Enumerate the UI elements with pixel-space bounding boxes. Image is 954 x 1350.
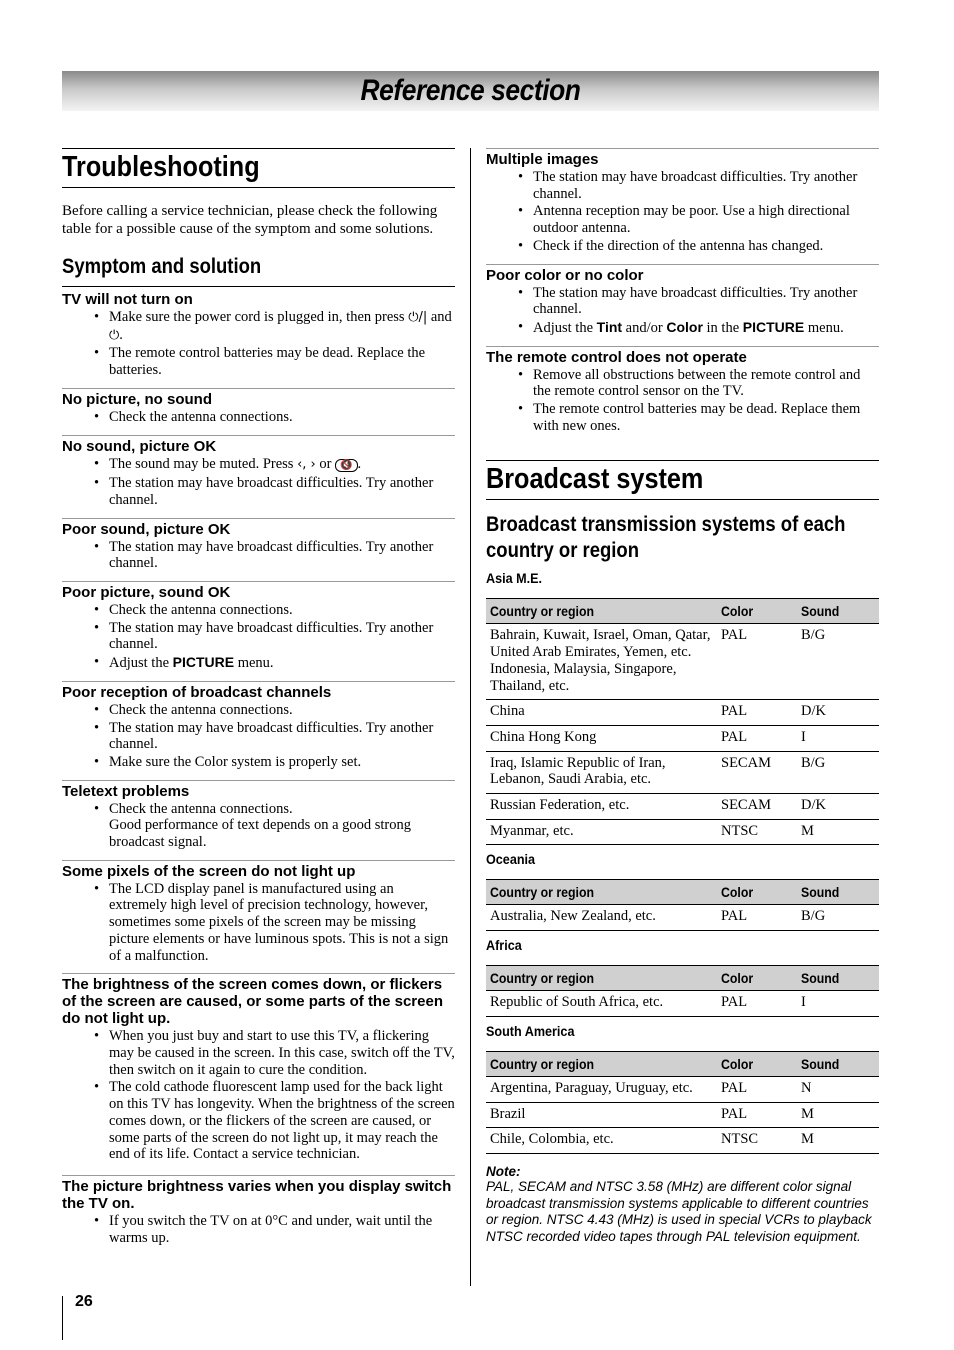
symptom-block — [62, 388, 455, 426]
symptom-title: Poor color or no color — [486, 266, 644, 284]
symptom-title: The picture brightness varies when you display switch the TV on. — [62, 1177, 452, 1212]
table-row: Bahrain, Kuwait, Israel, Oman, Qatar, United Arab Emirates, Yemen, etc. Indonesia, Malaysia, Singapore, Thailand, etc. PAL B/G — [486, 624, 879, 700]
symptom-title: No sound, picture OK — [62, 437, 217, 455]
symptom-block — [62, 860, 455, 965]
symptom-solution-heading: Symptom and solution — [62, 254, 455, 287]
mute-icon: 🔇 — [335, 459, 357, 472]
volume-icon: ‹, › — [297, 456, 316, 472]
table-row: Republic of South Africa, etc. PAL I — [486, 991, 879, 1017]
table-row: Myanmar, etc. NTSC M — [486, 819, 879, 845]
list-item: • The station may have broadcast difficulties. Try another channel. — [109, 620, 455, 653]
list-item: • If you switch the TV on at 0°C and under, wait until the warms up. — [109, 1213, 455, 1246]
page-number: 26 — [75, 1293, 93, 1310]
column-divider — [470, 148, 471, 1286]
symptom-title: Multiple images — [486, 151, 599, 168]
power-icon: ⏻/| — [408, 310, 428, 325]
broadcast-table — [486, 965, 879, 1017]
broadcast-subtitle: Broadcast transmission systems of each country or region — [486, 513, 846, 563]
region-label: Oceania — [486, 851, 536, 868]
menu-name: PICTURE — [172, 654, 235, 671]
symptom-block — [62, 289, 455, 379]
list-item: • Check if the direction of the antenna has changed. — [533, 238, 879, 255]
list-item: • Make sure the power cord is plugged in, then press ⏻/| and ⏻. — [109, 309, 455, 344]
table-row: Chile, Colombia, etc. NTSC M — [486, 1128, 879, 1154]
list-item: • Remove all obstructions between the remote control and the remote control sensor on the TV. — [533, 367, 879, 400]
symptom-title: Poor reception of broadcast channels — [62, 683, 332, 701]
table-row: Argentina, Paraguay, Uruguay, etc. PAL N — [486, 1076, 879, 1102]
list-item: • Check the antenna connections. — [109, 409, 455, 426]
region-label: Asia M.E. — [486, 570, 543, 587]
list-item: • Adjust the Tint and/or Color in the PICTURE menu. — [533, 319, 879, 337]
list-item: • Make sure the Color system is properly set. — [109, 754, 455, 771]
list-item: • When you just buy and start to use this TV, a flickering may be caused in the screen. In this case, switch off the TV, then switch on it again to cure the condition. — [109, 1028, 455, 1078]
broadcast-table — [486, 1051, 879, 1154]
symptom-title: Poor sound, picture OK — [62, 520, 231, 538]
table-header: Country or region Color Sound — [486, 880, 879, 905]
list-item: • Check the antenna connections. — [109, 702, 455, 719]
solution-list — [62, 309, 455, 379]
table-row: Australia, New Zealand, etc. PAL B/G — [486, 905, 879, 931]
list-item: • The LCD display panel is manufactured using an extremely high level of precision technology, however, sometimes some pixels of the screen may be missing picture elements or have luminous spots. This is not a sign of a malfunction. — [109, 881, 455, 965]
list-item: • The station may have broadcast difficulties. Try another channel. — [109, 539, 455, 572]
table-row: Brazil PAL M — [486, 1102, 879, 1128]
list-item: • The cold cathode fluorescent lamp used for the back light on this TV has longevity. When the brightness of the screen comes down, or the flickers of the screen are caused, or some parts of the screen do not light up, it may reach the end of its life. Contact a service technician. — [109, 1079, 455, 1163]
page-number-rule — [62, 1296, 63, 1340]
table-header: Country or region Color Sound — [486, 1051, 879, 1076]
list-item: • The station may have broadcast difficulties. Try another channel. — [533, 169, 879, 202]
symptom-title: Teletext problems — [62, 782, 190, 800]
broadcast-table — [486, 598, 879, 845]
symptom-title: Some pixels of the screen do not light up — [62, 862, 356, 880]
symptom-block — [62, 1175, 455, 1246]
right-column — [486, 148, 879, 1245]
symptom-block — [62, 581, 455, 672]
table-row: China Hong Kong PAL I — [486, 725, 879, 751]
troubleshooting-heading: Troubleshooting — [62, 148, 455, 188]
standby-icon: ⏻ — [109, 327, 120, 343]
symptom-block — [62, 518, 455, 572]
list-item: • Check the antenna connections. — [109, 602, 455, 619]
table-row: Iraq, Islamic Republic of Iran, Lebanon, Saudi Arabia, etc. SECAM B/G — [486, 751, 879, 793]
region-label: South America — [486, 1022, 575, 1039]
section-banner — [62, 71, 879, 111]
note-text: PAL, SECAM and NTSC 3.58 (MHz) are different color signal broadcast transmission systems applicable to different countries or region. NTSC 4.43 (MHz) is used in special VCRs to playback NTSC recorded video tapes through PAL television equipment. — [486, 1178, 872, 1244]
banner-title: Reference section — [360, 74, 581, 107]
note-label: Note: — [486, 1163, 521, 1179]
symptom-title: No picture, no sound — [62, 390, 212, 408]
list-item: • The remote control batteries may be dead. Replace the batteries. — [109, 345, 455, 378]
list-item: • The remote control batteries may be dead. Replace them with new ones. — [533, 401, 879, 434]
list-item: • The sound may be muted. Press ‹, › or 🔇 . — [109, 456, 455, 475]
symptom-block — [62, 435, 455, 509]
left-column — [62, 148, 455, 1246]
broadcast-table — [486, 879, 879, 931]
list-item: • The station may have broadcast difficulties. Try another channel. — [109, 720, 455, 753]
symptom-block — [62, 681, 455, 771]
broadcast-heading: Broadcast system — [486, 460, 879, 500]
symptom-title: The brightness of the screen comes down, or flickers of the screen are caused, or some parts of the screen do not light up. — [62, 976, 443, 1028]
symptom-block — [62, 780, 455, 851]
table-row: China PAL D/K — [486, 700, 879, 726]
list-item: • The station may have broadcast difficulties. Try another channel. — [109, 475, 455, 508]
list-item: • The station may have broadcast difficulties. Try another channel. — [533, 285, 879, 318]
symptom-block — [486, 346, 879, 435]
symptom-block — [486, 148, 879, 255]
symptom-title: TV will not turn on — [62, 291, 193, 308]
list-item: • Adjust the PICTURE menu. — [109, 654, 455, 672]
symptom-block — [62, 973, 455, 1163]
table-header: Country or region Color Sound — [486, 966, 879, 991]
symptom-title: Poor picture, sound OK — [62, 584, 231, 602]
symptom-block — [486, 264, 879, 337]
intro-text: Before calling a service technician, please check the following table for a possible cause of the symptom and some solutions. — [62, 203, 438, 237]
table-header: Country or region Color Sound — [486, 599, 879, 624]
symptom-title: The remote control does not operate — [486, 348, 747, 366]
region-label: Africa — [486, 937, 522, 954]
list-item: • Check the antenna connections. Good performance of text depends on a good strong broadcast signal. — [109, 801, 455, 851]
table-row: Russian Federation, etc. SECAM D/K — [486, 794, 879, 820]
list-item: • Antenna reception may be poor. Use a high directional outdoor antenna. — [533, 203, 879, 236]
